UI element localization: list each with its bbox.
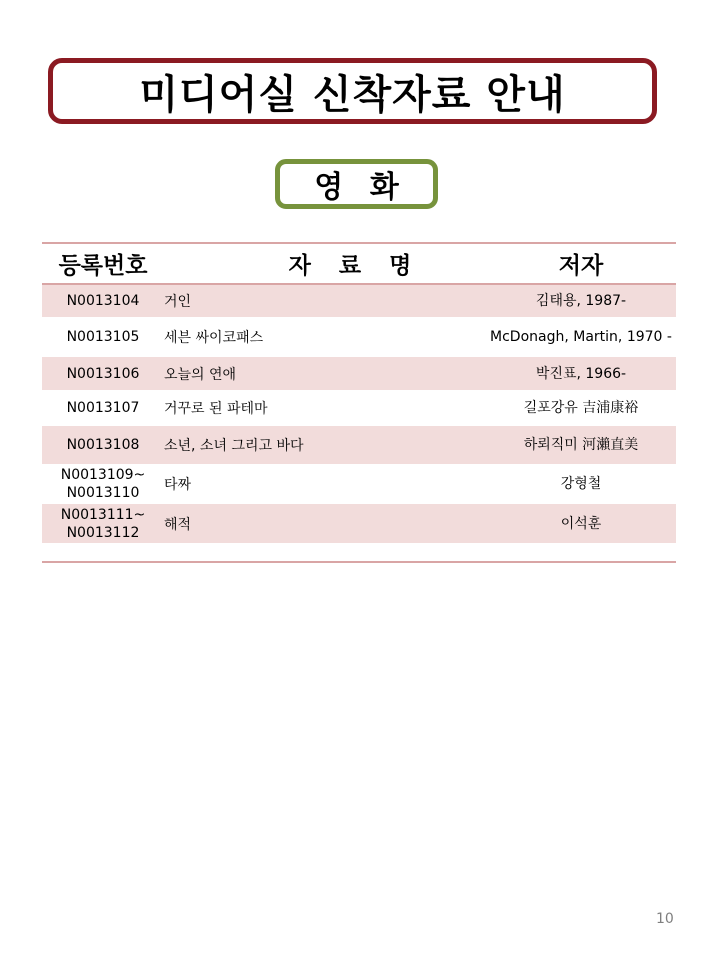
cell-title: 해적 [164, 516, 192, 533]
cell-author: 하뢰직미 河瀨直美 [523, 437, 639, 453]
cell-title: 거인 [164, 294, 192, 310]
cell-title: 타짜 [164, 477, 192, 493]
cell-reg-no: N0013105 [66, 329, 140, 345]
table-row [42, 464, 676, 504]
cell-author: 길포강유 吉浦康裕 [523, 400, 639, 416]
header-title: 자 료 명 [288, 253, 422, 279]
table-header [42, 244, 676, 285]
page-number: 10 [656, 911, 674, 927]
cell-reg-no: N0013111~ N0013112 [60, 506, 146, 541]
cell-title: 오늘의 연애 [164, 366, 237, 383]
media-table [42, 242, 676, 543]
cell-author: 강형철 [560, 476, 602, 492]
cell-reg-no: N0013107 [66, 400, 140, 416]
page-title: 미디어실 신착자료 안내 [139, 71, 566, 118]
table-bottom-rule [42, 561, 676, 563]
cell-reg-no: N0013108 [66, 437, 140, 453]
cell-title: 소년, 소녀 그리고 바다 [164, 438, 304, 454]
table-row [42, 426, 676, 464]
cell-author: 김태용, 1987- [535, 293, 627, 309]
table-row [42, 390, 676, 426]
cell-reg-no: N0013106 [66, 365, 140, 382]
cell-author: 이석훈 [560, 515, 602, 532]
cell-reg-no: N0013109~ N0013110 [60, 467, 146, 501]
table-row [42, 317, 676, 357]
section-box [275, 159, 438, 209]
cell-title: 거꾸로 된 파테마 [164, 401, 268, 417]
cell-reg-no: N0013104 [66, 293, 140, 309]
table-row [42, 285, 676, 317]
cell-title: 세븐 싸이코패스 [164, 330, 264, 346]
title-box [48, 58, 657, 124]
cell-author: McDonagh, Martin, 1970 - [490, 329, 672, 345]
section-title: 영 화 [314, 170, 407, 205]
header-reg-no: 등록번호 [58, 253, 148, 279]
header-author: 저자 [558, 253, 604, 279]
table-row [42, 504, 676, 543]
cell-author: 박진표, 1966- [535, 365, 627, 382]
table-row [42, 357, 676, 390]
